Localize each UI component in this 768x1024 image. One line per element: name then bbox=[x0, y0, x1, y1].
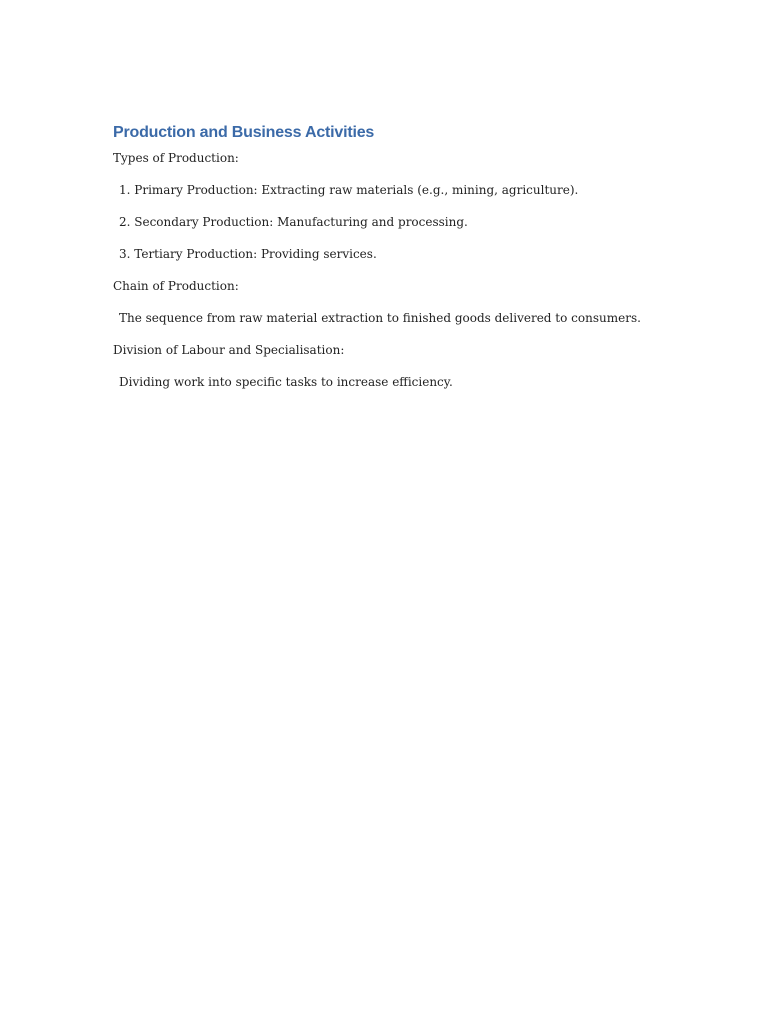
section-heading-types-of-production: Types of Production: bbox=[113, 151, 239, 165]
list-item-tertiary-production: 3. Tertiary Production: Providing services. bbox=[119, 247, 377, 261]
list-item-primary-production: 1. Primary Production: Extracting raw materials (e.g., mining, agriculture). bbox=[119, 183, 579, 197]
section-heading-chain-of-production: Chain of Production: bbox=[113, 279, 239, 293]
document-title: Production and Business Activities bbox=[113, 124, 375, 141]
section-heading-division-of-labour: Division of Labour and Specialisation: bbox=[113, 343, 345, 357]
paragraph-chain-of-production: The sequence from raw material extraction to finished goods delivered to consumers. bbox=[119, 311, 641, 325]
list-item-secondary-production: 2. Secondary Production: Manufacturing and processing. bbox=[119, 215, 468, 229]
paragraph-division-of-labour: Dividing work into specific tasks to increase efficiency. bbox=[119, 375, 453, 389]
